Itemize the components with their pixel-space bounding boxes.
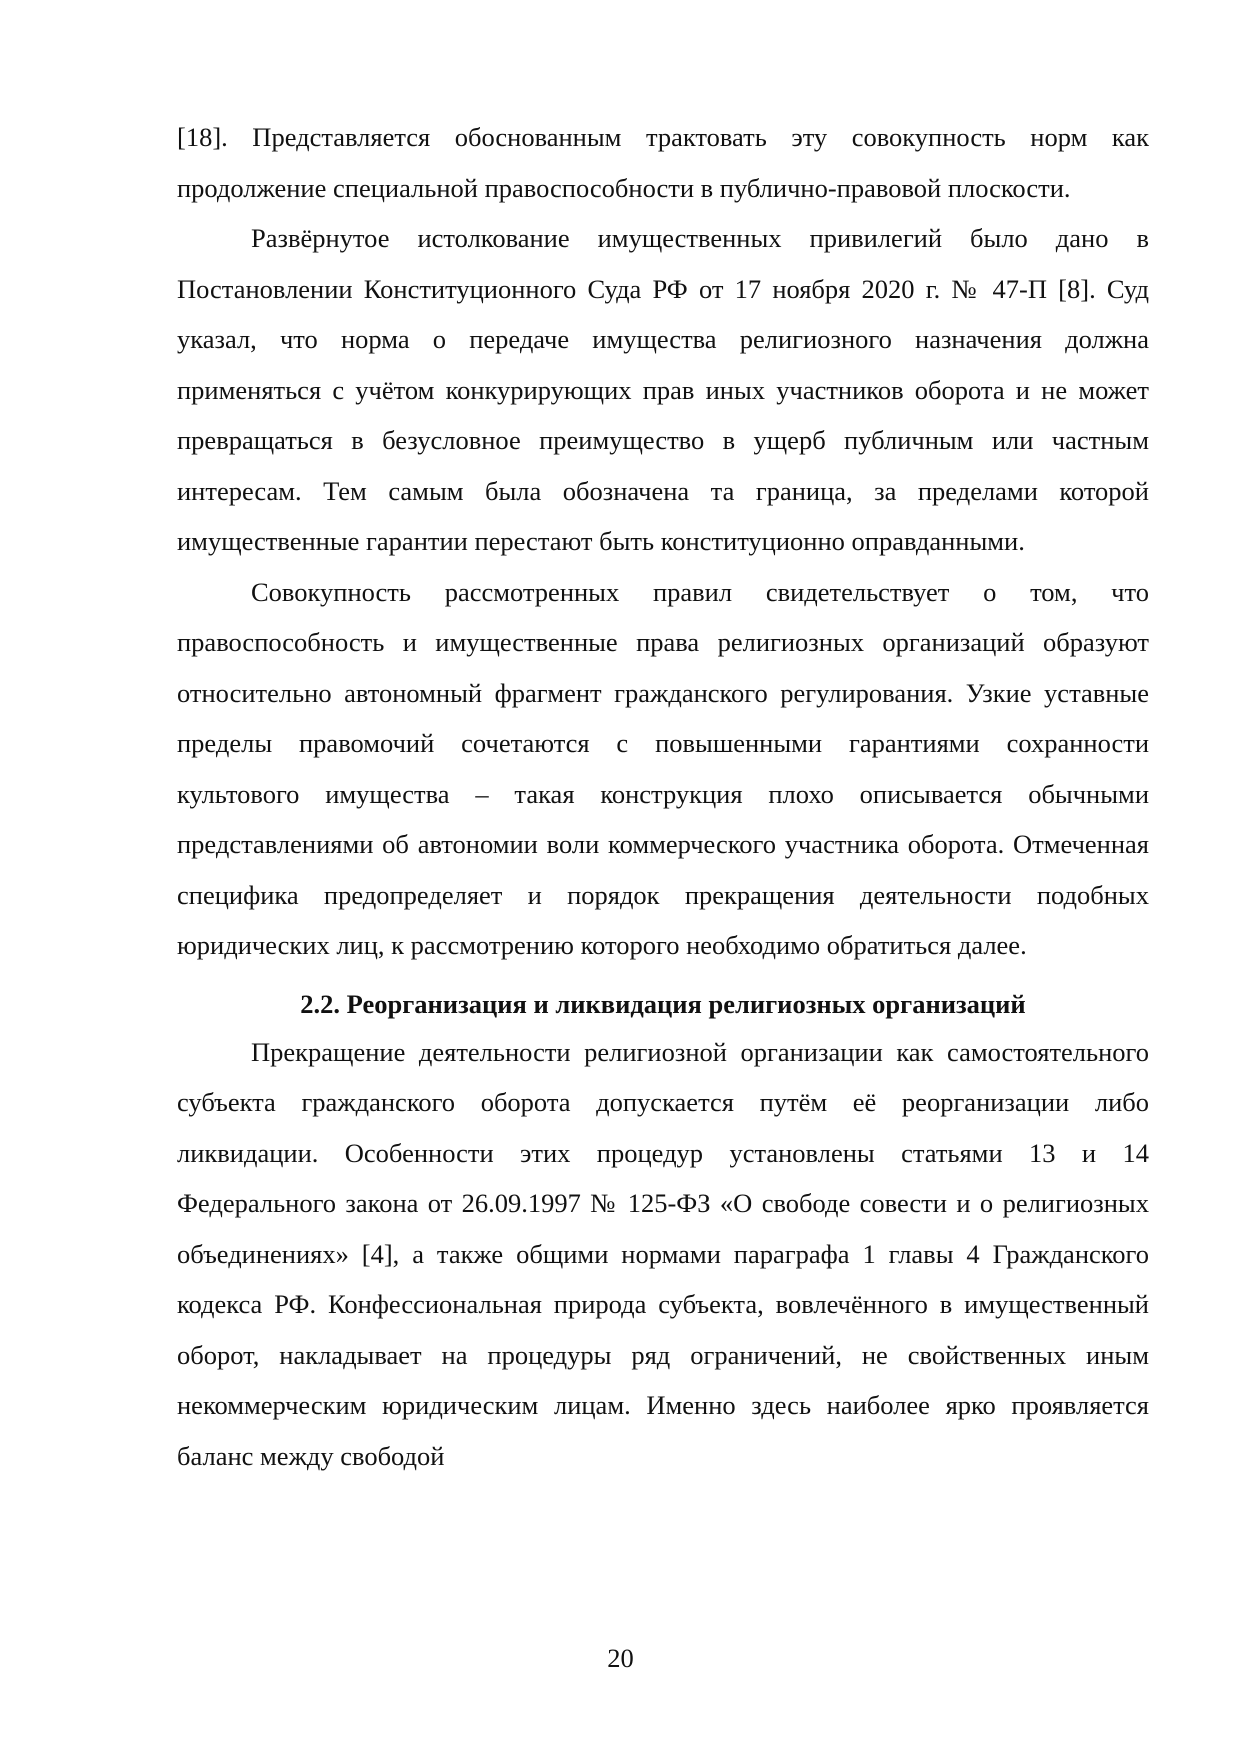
page-number: 20 [607,1643,634,1673]
paragraph-constitutional-court: Развёрнутое истолкование имущественных привилегий было дано в Постановлении Конституционного Суда РФ от 17 ноября 2020 г. № 47-П [8]. Суд указал, что норма о передаче имущества религиозного назначения должна применяться с учётом конкурирующих прав иных участников оборота и не может превращаться в безусловное преимущество в ущерб публичным или частным интересам. Тем самым была обозначена та граница, за пределами которой имущественные гарантии перестают быть конституционно оправданными. [177,223,1149,556]
page-body [177,112,1149,1481]
paragraph-summary: Совокупность рассмотренных правил свидетельствует о том, что правоспособность и имущественные права религиозных организаций образуют относительно автономный фрагмент гражданского регулирования. Узкие уставные пределы правомочий сочетаются с повышенными гарантиями сохранности культового имущества – такая конструкция плохо описывается обычными представлениями об автономии воли коммерческого участника оборота. Отмеченная специфика предопределяет и порядок прекращения деятельности подобных юридических лиц, к рассмотрению которого необходимо обратиться далее. [177,576,1149,960]
section-heading: 2.2. Реорганизация и ликвидация религиозных организаций [300,988,1026,1019]
paragraph-continuation: [18]. Представляется обоснованным трактовать эту совокупность норм как продолжение специальной правоспособности в публично-правовой плоскости. [177,122,1149,203]
paragraph-section-intro: Прекращение деятельности религиозной организации как самостоятельного субъекта гражданского оборота допускается путём её реорганизации либо ликвидации. Особенности этих процедур установлены статьями 13 и 14 Федерального закона от 26.09.1997 № 125-ФЗ «О свободе совести и о религиозных объединениях» [4], а также общими нормами параграфа 1 главы 4 Гражданского кодекса РФ. Конфессиональная природа субъекта, вовлечённого в имущественный оборот, накладывает на процедуры ряд ограничений, не свойственных иным некоммерческим юридическим лицам. Именно здесь наиболее ярко проявляется баланс между свободой [177,1036,1149,1471]
